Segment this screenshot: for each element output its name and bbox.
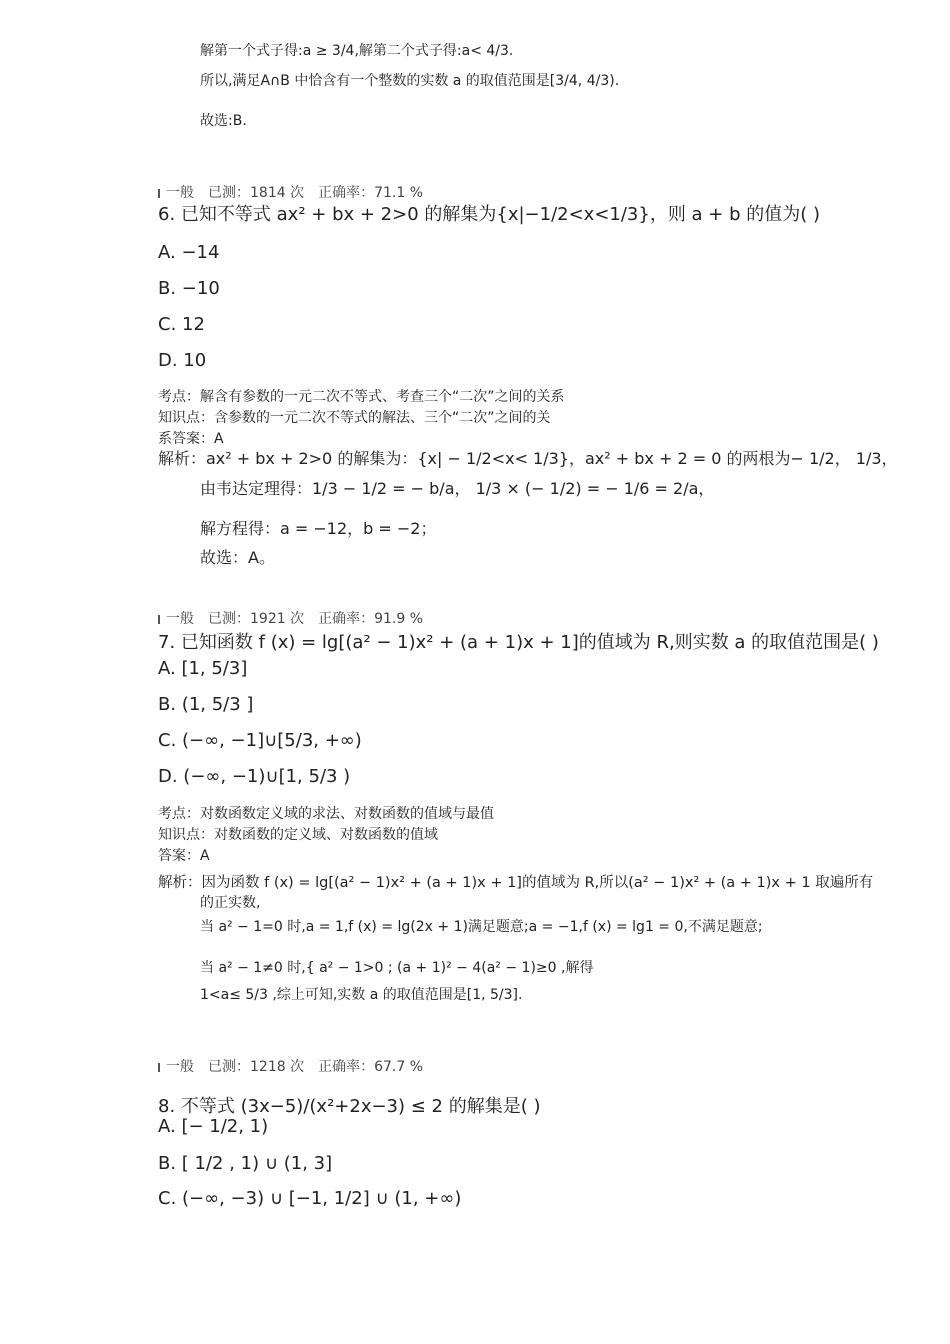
q6-answer: 系答案：A (158, 431, 224, 447)
q7-kaodian: 考点：对数函数定义域的求法、对数函数的值域与最值 (158, 806, 494, 822)
q8-option-b[interactable]: B. [ 1/2 , 1) ∪ (1, 3] (158, 1153, 333, 1174)
q6-analysis-3: 解方程得：a = −12，b = −2； (200, 519, 437, 538)
q7-stem: 已知函数 f (x) = lg[(a² − 1)x² + (a + 1)x + 1]的值域为 R,则实数 a 的取值范围是( ) (180, 632, 879, 653)
q6-analysis-4: 故选：A。 (200, 548, 275, 567)
q7-level: 一般 (166, 611, 194, 627)
q7-answer: 答案：A (158, 848, 210, 864)
top-line-2: 所以,满足A∩B 中恰含有一个整数的实数 a 的取值范围是[3/4, 4/3). (200, 73, 620, 89)
q6-analysis-1: 解析：ax² + bx + 2>0 的解集为：{x| − 1/2<x< 1/3}，ax² + bx + 2 = 0 的两根为− 1/2， 1/3， (158, 449, 898, 468)
q8-option-c[interactable]: C. (−∞, −3) ∪ [−1, 1/2] ∪ (1, +∞) (158, 1188, 462, 1209)
q6-zhishidian: 知识点：含参数的一元二次不等式的解法、三个“二次”之间的关 (158, 410, 551, 426)
q7-tested: 已测：1921 次 (208, 611, 305, 627)
q6-tested: 已测：1814 次 (208, 185, 305, 201)
q6-option-d[interactable]: D. 10 (158, 350, 207, 371)
q6-option-a[interactable]: A. −14 (158, 242, 220, 263)
q6-number: 6. (158, 204, 176, 225)
q7-analysis-3: 当 a² − 1≠0 时,{ a² − 1>0 ; (a + 1)² − 4(a² − 1)≥0 ,解得 (200, 960, 594, 976)
q7-option-a[interactable]: A. [1, 5/3] (158, 658, 248, 679)
q7-option-b[interactable]: B. (1, 5/3 ] (158, 694, 254, 715)
q6-level: 一般 (166, 185, 194, 201)
q7-rate: 正确率：91.9 % (318, 611, 424, 627)
q8-level: 一般 (166, 1059, 194, 1075)
q8-meta (158, 1056, 437, 1076)
q7-meta (158, 608, 437, 628)
q8-option-a[interactable]: A. [− 1/2, 1) (158, 1116, 269, 1137)
q7-analysis-1: 解析：因为函数 f (x) = lg[(a² − 1)x² + (a + 1)x + 1]的值域为 R,所以(a² − 1)x² + (a + 1)x + 1 取遍所有 (158, 875, 874, 891)
q6-rate: 正确率：71.1 % (318, 185, 424, 201)
top-line-1: 解第一个式子得:a ≥ 3/4,解第二个式子得:a< 4/3. (200, 43, 514, 59)
q8-number: 8. (158, 1096, 176, 1117)
top-line-3: 故选:B. (200, 113, 247, 129)
q8-tested: 已测：1218 次 (208, 1059, 305, 1075)
divider-bar-icon (158, 615, 160, 624)
q7-option-d[interactable]: D. (−∞, −1)∪[1, 5/3 ) (158, 766, 351, 787)
divider-bar-icon (158, 189, 160, 198)
q7-number: 7. (158, 632, 176, 653)
q7-analysis-1b: 的正实数, (200, 895, 261, 911)
divider-bar-icon (158, 1063, 160, 1072)
q6-option-b[interactable]: B. −10 (158, 278, 220, 299)
q6-kaodian: 考点：解含有参数的一元二次不等式、考查三个“二次”之间的关系 (158, 389, 565, 405)
q6-option-c[interactable]: C. 12 (158, 314, 205, 335)
q8-stem: 不等式 (3x−5)/(x²+2x−3) ≤ 2 的解集是( ) (180, 1096, 541, 1117)
q7-option-c[interactable]: C. (−∞, −1]∪[5/3, +∞) (158, 730, 362, 751)
q7-question[interactable] (158, 628, 879, 654)
q7-analysis-2: 当 a² − 1=0 时,a = 1,f (x) = lg(2x + 1)满足题意;a = −1,f (x) = lg1 = 0,不满足题意; (200, 919, 763, 935)
q8-question[interactable] (158, 1092, 541, 1118)
q6-question[interactable] (158, 200, 820, 226)
q6-stem: 已知不等式 ax² + bx + 2>0 的解集为{x|−1/2<x<1/3}，则 a + b 的值为( ) (180, 204, 821, 225)
q8-rate: 正确率：67.7 % (318, 1059, 424, 1075)
q7-zhishidian: 知识点：对数函数的定义域、对数函数的值域 (158, 827, 438, 843)
q7-analysis-4: 1<a≤ 5/3 ,综上可知,实数 a 的取值范围是[1, 5/3]. (200, 987, 523, 1003)
q6-analysis-2: 由韦达定理得：1/3 − 1/2 = − b/a， 1/3 × (− 1/2) = − 1/6 = 2/a， (200, 479, 715, 498)
q6-meta (158, 182, 437, 202)
